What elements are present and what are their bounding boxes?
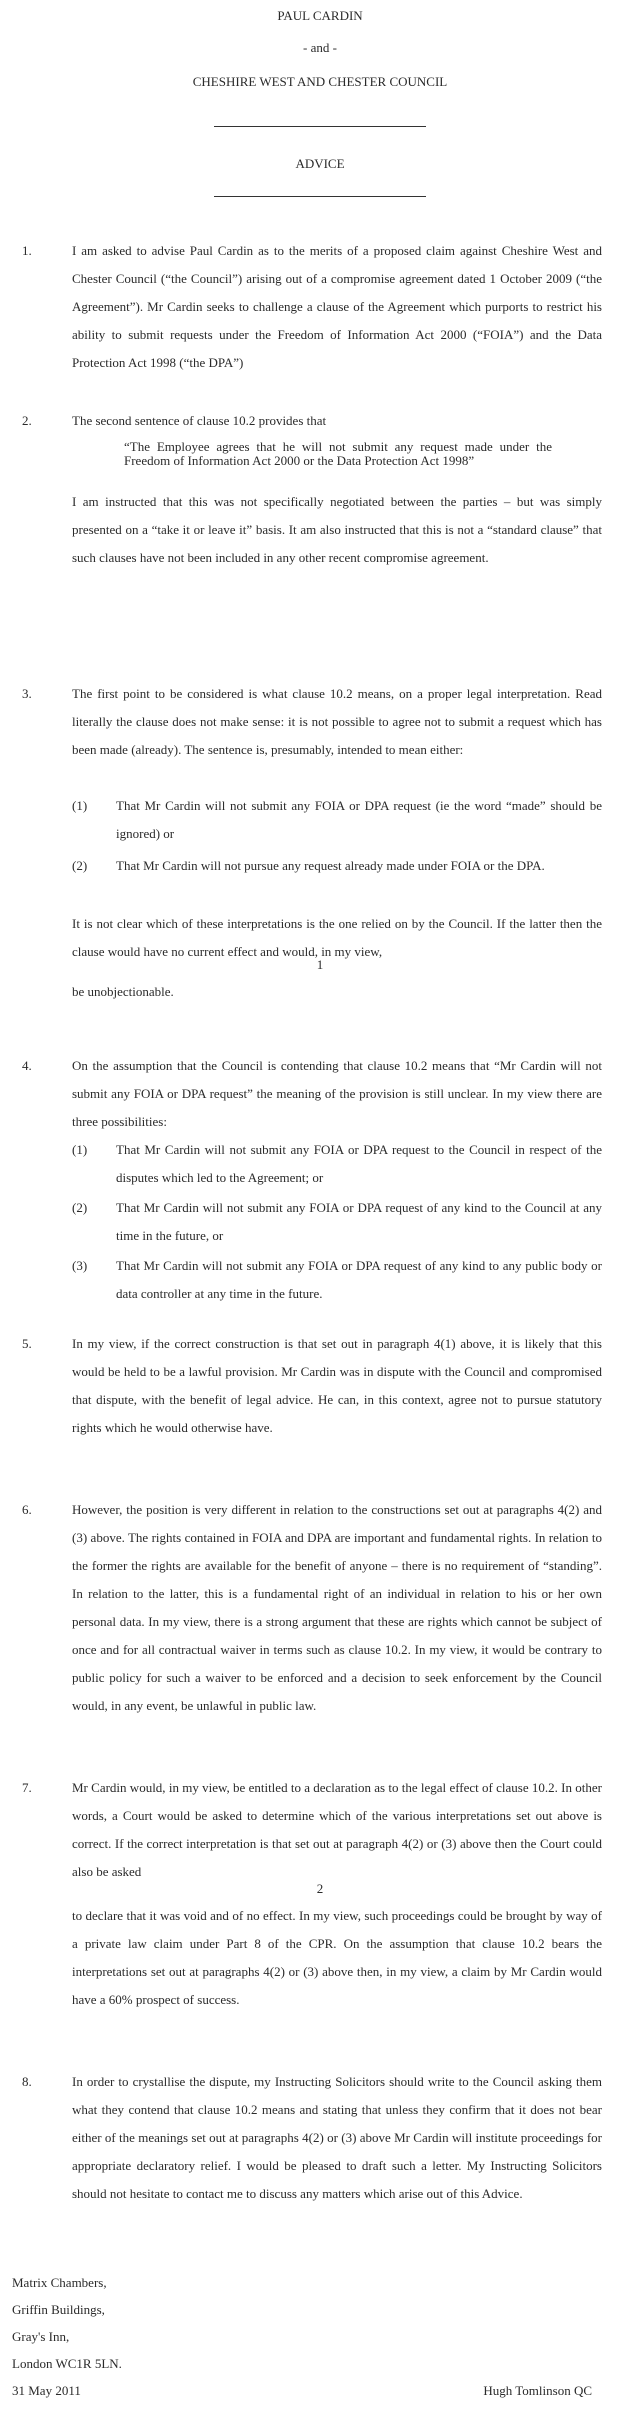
paragraph-text: However, the position is very different in relation to the constructions set out at paragraphs 4(2) and (3) above. The rights contained in FOIA and DPA are important and fundamental rights. In relation to the former the rights are available for the benefit of anyone – there is no requirement of “standing”. In relation to the latter, this is a fundamental right of an individual in relation to his or her own personal data. In my view, there is a strong argument that these are rights which cannot be subject of once and for all contractual waiver in terms such as clause 10.2. In my view, it would be contrary to public policy for such a waiver to be enforced and a decision to seek enforcement by the Council would, in any event, be unlawful in public law.	[72, 1502, 602, 1713]
list-item-text: That Mr Cardin will not submit any FOIA or DPA request to the Council in respect of the disputes which led to the Agreement; or	[116, 1142, 602, 1185]
list-item-label: (1)	[72, 1142, 88, 1157]
list-item-text: That Mr Cardin will not submit any FOIA or DPA request of any kind to the Council at any time in the future, or	[116, 1200, 602, 1243]
party-one: PAUL CARDIN	[277, 8, 363, 23]
address-line: London WC1R 5LN.	[12, 2356, 122, 2371]
paragraph-7-continued	[72, 1902, 602, 2014]
paragraph-text: On the assumption that the Council is contending that clause 10.2 means that “Mr Cardin will not submit any FOIA or DPA request” the meaning of the provision is still unclear. In my view there are three possibilities:	[72, 1058, 602, 1129]
advice-date: 31 May 2011	[12, 2383, 81, 2398]
list-item-label: (3)	[72, 1258, 88, 1273]
list-item-label: (2)	[72, 1200, 88, 1215]
paragraph-7	[72, 1774, 602, 1886]
address-line: Griffin Buildings,	[12, 2302, 105, 2317]
list-item-label: (1)	[72, 798, 88, 813]
list-item-text: That Mr Cardin will not submit any FOIA or DPA request of any kind to any public body or data controller at any time in the future.	[116, 1258, 602, 1301]
paragraph-number: 8.	[22, 2074, 32, 2089]
paragraph-text: to declare that it was void and of no effect. In my view, such proceedings could be brought by way of a private law claim under Part 8 of the CPR. On the assumption that clause 10.2 bears the interpretations set out at paragraphs 4(2) or (3) above then, in my view, a claim by Mr Cardin would have a 60% prospect of success.	[72, 1908, 602, 2007]
paragraph-number: 2.	[22, 413, 32, 428]
paragraph-2-intro	[72, 407, 602, 435]
paragraph-text: It is not clear which of these interpretations is the one relied on by the Council. If the latter then the clause would have no current effect and would, in my view,	[72, 916, 602, 959]
paragraph-text: be unobjectionable.	[72, 984, 174, 999]
paragraph-number: 6.	[22, 1502, 32, 1517]
paragraph-6	[72, 1496, 602, 1720]
title-rule-bottom	[214, 196, 426, 197]
author-name: Hugh Tomlinson QC	[483, 2383, 592, 2398]
and-separator: - and -	[303, 40, 337, 55]
document-title: ADVICE	[295, 156, 345, 171]
paragraph-8	[72, 2068, 602, 2208]
paragraph-text: In order to crystallise the dispute, my Instructing Solicitors should write to the Council asking them what they contend that clause 10.2 means and stating that unless they confirm that it does not bear either of the meanings set out at paragraphs 4(2) or (3) above Mr Cardin will institute proceedings for appropriate declaratory relief. I would be pleased to draft such a letter. My Instructing Solicitors should not hesitate to contact me to discuss any matters which arise out of this Advice.	[72, 2074, 602, 2201]
paragraph-5	[72, 1330, 602, 1442]
paragraph-number: 1.	[22, 243, 32, 258]
paragraph-1	[72, 237, 602, 377]
address-line: Matrix Chambers,	[12, 2275, 107, 2290]
paragraph-text: In my view, if the correct construction is that set out in paragraph 4(1) above, it is likely that this would be held to be a lawful provision. Mr Cardin was in dispute with the Council and compromised that dispute, with the benefit of legal advice. He can, in this context, agree not to pursue statutory rights which he would otherwise have.	[72, 1336, 602, 1435]
list-item-label: (2)	[72, 858, 88, 873]
paragraph-3	[72, 680, 602, 764]
title-rule-top	[214, 126, 426, 127]
address-line: Gray's Inn,	[12, 2329, 70, 2344]
party-two: CHESHIRE WEST AND CHESTER COUNCIL	[192, 74, 448, 89]
paragraph-text: I am instructed that this was not specifically negotiated between the parties – but was simply presented on a “take it or leave it” basis. It am also instructed that this is not a “standard clause” that such clauses have not been included in any other recent compromise agreement.	[72, 494, 602, 565]
page-number: 1	[316, 957, 324, 972]
paragraph-number: 4.	[22, 1058, 32, 1073]
list-item-text: That Mr Cardin will not submit any FOIA or DPA request (ie the word “made” should be ignored) or	[116, 798, 602, 841]
page-number: 2	[316, 1881, 324, 1896]
paragraph-3-end	[72, 978, 602, 1006]
paragraph-2-body	[72, 488, 602, 572]
paragraph-text: The second sentence of clause 10.2 provides that	[72, 413, 327, 428]
paragraph-number: 7.	[22, 1780, 32, 1795]
paragraph-4	[72, 1052, 602, 1136]
clause-quote: “The Employee agrees that he will not submit any request made under the Freedom of Information Act 2000 or the Data Protection Act 1998”	[124, 439, 552, 468]
paragraph-text: I am asked to advise Paul Cardin as to the merits of a proposed claim against Cheshire West and Chester Council (“the Council”) arising out of a compromise agreement dated 1 October 2009 (“the Agreement”). Mr Cardin seeks to challenge a clause of the Agreement which purports to restrict his ability to submit requests under the Freedom of Information Act 2000 (“FOIA”) and the Data Protection Act 1998 (“the DPA”)	[72, 243, 602, 370]
paragraph-text: Mr Cardin would, in my view, be entitled to a declaration as to the legal effect of clause 10.2. In other words, a Court would be asked to determine which of the various interpretations set out above is correct. If the correct interpretation is that set out at paragraph 4(2) or (3) above then the Court could also be asked	[72, 1780, 602, 1879]
list-item-text: That Mr Cardin will not pursue any request already made under FOIA or the DPA.	[116, 858, 545, 873]
paragraph-text: The first point to be considered is what clause 10.2 means, on a proper legal interpretation. Read literally the clause does not make sense: it is not possible to agree not to submit a request which has been made (already). The sentence is, presumably, intended to mean either:	[72, 686, 602, 757]
paragraph-number: 3.	[22, 686, 32, 701]
paragraph-number: 5.	[22, 1336, 32, 1351]
